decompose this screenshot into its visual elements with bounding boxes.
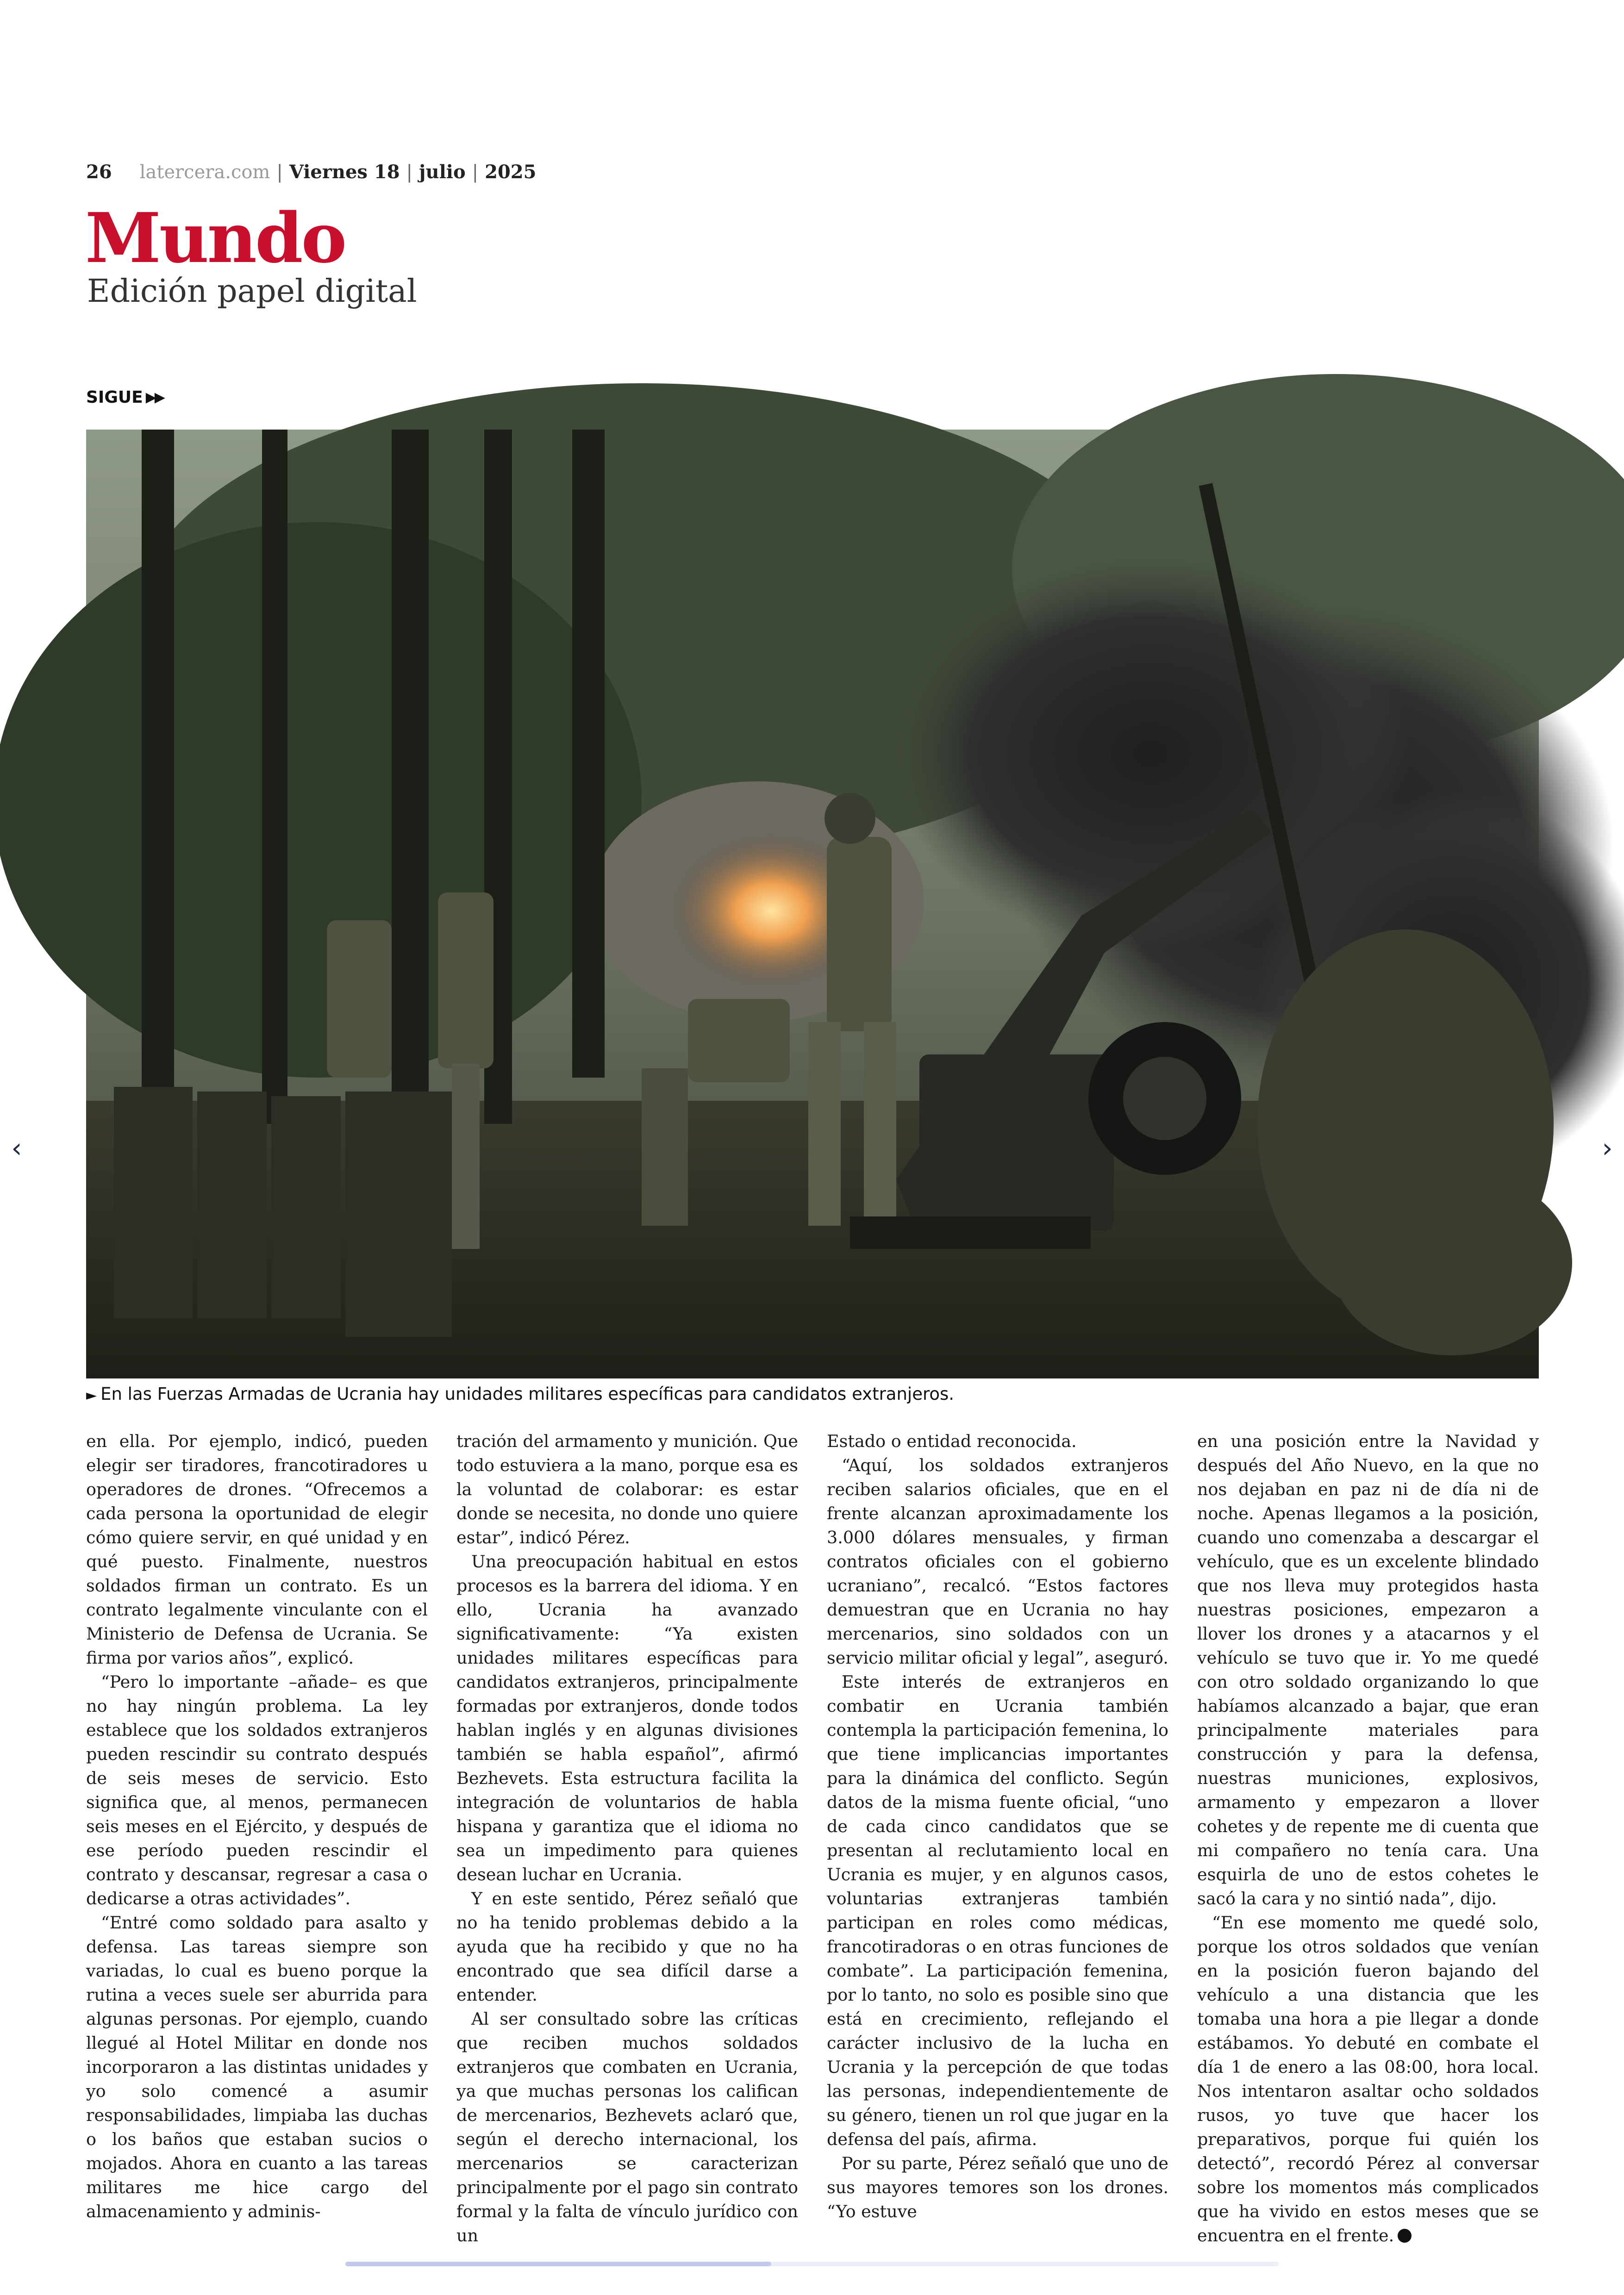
chevron-right-icon: ›	[1602, 1132, 1613, 1164]
paragraph: Una preocupación habitual en estos procesos es la barrera del idioma. Y en ello, Ucrania ha avanzado significativamente: “Ya existen unidades militares específicas para candidatos extranjeros, principalmente formadas por extranjeros, donde todos hablan inglés y en algunas divisiones también se habla español”, afirmó Bezhevets. Esta estructura facilita la integración de voluntarios de habla hispana y garantiza que el idioma no sea un impedimento para quienes desean luchar en Ucrania.	[456, 1552, 798, 1884]
article-body	[86, 1429, 1539, 2245]
photo-caption	[86, 1384, 1539, 1404]
continued-label: SIGUE	[86, 388, 143, 407]
paragraph-text: “En ese momento me quedé solo, porque los otros soldados que venían en la posición fueron bajando del vehículo a una distancia que les tomaba una hora a pie llegar a donde estábamos. Yo debuté en combate el día 1 de enero a las 08:00, hora local. Nos intentaron asaltar ocho soldados rusos, yo tuve que hacer los preparativos, porque fui quién los detectó”, recordó Pérez al conversar sobre los momentos más complicados que ha vivido en estos meses que se encuentra en el frente.	[1197, 1913, 1539, 2245]
scrollbar-thumb[interactable]	[345, 2262, 771, 2266]
paragraph: “Aquí, los soldados extranjeros reciben salarios oficiales, que en el frente alcanzan aproximadamente los 3.000 dólares mensuales, y firman contratos oficiales con el gobierno ucraniano”, recalcó. “Estos factores demuestran que en Ucrania no hay mercenarios, sino soldados con un servicio militar oficial y legal”, aseguró.	[827, 1455, 1168, 1668]
text-column-1	[86, 1429, 428, 2221]
artillery-scene-image	[86, 430, 1539, 1378]
continued-marker	[86, 388, 163, 407]
caption-text: En las Fuerzas Armadas de Ucrania hay unidades militares específicas para candidatos extranjeros.	[100, 1384, 955, 1404]
paragraph: en una posición entre la Navidad y después del Año Nuevo, en la que no nos dejaban en paz ni de día ni de noche. Apenas llegamos a la posición, cuando uno comenzaba a descargar el vehículo, que es un excelente blindado que nos lleva muy protegidos hasta nuestras posiciones, empezaron a llover los drones y a atacarnos y el vehículo se tuvo que ir. Yo me quedé con otro soldado organizando lo que habíamos alcanzado a bajar, que eran principalmente materiales para construcción y para la defensa, nuestras municiones, explosivos, armamento y empezaron a llover cohetes y de repente me di cuenta que mi compañero no tenía cara. Una esquirla de uno de estos cohetes le sacó la cara y no sintió nada”, dijo.	[1197, 1431, 1539, 1908]
text-column-4	[1197, 1429, 1539, 2245]
paragraph: “Entré como soldado para asalto y defensa. Las tareas siempre son variadas, lo cual es bueno porque la rutina a veces suele ser aburrida para algunas personas. Por ejemplo, cuando llegué al Hotel Militar en donde nos incorporaron a las distintas unidades y yo solo comencé a asumir responsabilidades, limpiaba las duchas o los baños que estaban sucios o mojados. Ahora en cuanto a las tareas militares me hice cargo del almacenamiento y adminis-	[86, 1913, 428, 2221]
paragraph	[1197, 1911, 1539, 2248]
caption-triangle-icon: ►	[86, 1387, 97, 1403]
paragraph: tración del armamento y munición. Que todo estuviera a la mano, porque esa es la voluntad de colaborar: es estar donde se necesita, no donde uno quiere estar”, indicó Pérez.	[456, 1431, 798, 1547]
next-page-button[interactable]	[1593, 1129, 1621, 1166]
paragraph: Al ser consultado sobre las críticas que reciben muchos soldados extranjeros que combaten en Ucrania, ya que muchas personas los califican de mercenarios, Bezhevets aclaró que, según el derecho internacional, los mercenarios se caracterizan principalmente por el pago sin contrato formal y la falta de vínculo jurídico con un	[456, 2009, 798, 2245]
paragraph: en ella. Por ejemplo, indicó, pueden elegir ser tiradores, francotiradores u operadores de drones. “Ofrecemos a cada persona la oportunidad de elegir cómo quiere servir, en qué unidad y en qué puesto. Finalmente, nuestros soldados firman un contrato. Es un contrato legalmente vinculante con el Ministerio de Defensa de Ucrania. Se firma por varios años”, explicó.	[86, 1431, 428, 1668]
page-number: 26	[86, 161, 112, 183]
site-name: latercera.com	[139, 162, 270, 183]
paragraph: Este interés de extranjeros en combatir en Ucrania también contempla la participación femenina, lo que tiene implicancias importantes para la dinámica del conflicto. Según datos de la misma fuente oficial, “uno de cada cinco candidatos que se presentan al reclutamiento local en Ucrania es mujer, y en algunos casos, voluntarias extranjeras también participan en roles como médicas, francotiradoras o en otras funciones de combate”. La participación femenina, por lo tanto, no solo es posible sino que está en crecimiento, reflejando el carácter inclusivo de la lucha en Ucrania y la percepción de que todas las personas, independientemente de su género, tienen un rol que jugar en la defensa del país, afirma.	[827, 1672, 1168, 2149]
page-scrollbar[interactable]	[345, 2262, 1279, 2266]
paragraph: Y en este sentido, Pérez señaló que no ha tenido problemas debido a la ayuda que ha recibido y que no ha encontrado que sea difícil darse a entender.	[456, 1889, 798, 2005]
date-weekday-day: Viernes 18	[289, 161, 400, 183]
end-of-article-icon	[1398, 2229, 1412, 2243]
section-title: Mundo	[85, 198, 345, 278]
double-play-icon: ▶▶	[145, 389, 163, 405]
separator: |	[406, 162, 413, 183]
text-column-2	[456, 1429, 798, 2245]
text-column-3	[827, 1429, 1168, 2221]
previous-page-button[interactable]	[3, 1129, 31, 1166]
paragraph: Estado o entidad reconocida.	[827, 1431, 1077, 1451]
article-photo	[86, 430, 1539, 1378]
paragraph: “Pero lo importante –añade– es que no hay ningún problema. La ley establece que los soldados extranjeros pueden rescindir su contrato después de seis meses de servicio. Esto significa que, al menos, permanecen seis meses en el Ejército, y después de ese período pueden rescindir el contrato y descansar, regresar a casa o dedicarse a otras actividades”.	[86, 1672, 428, 1908]
page-header	[86, 161, 536, 183]
date-month: julio	[419, 161, 466, 183]
paragraph: Por su parte, Pérez señaló que uno de sus mayores temores son los drones. “Yo estuve	[827, 2153, 1168, 2221]
date-year: 2025	[485, 161, 537, 183]
separator: |	[472, 162, 479, 183]
separator: |	[276, 162, 283, 183]
chevron-left-icon: ‹	[11, 1132, 22, 1164]
section-subtitle: Edición papel digital	[87, 273, 417, 310]
